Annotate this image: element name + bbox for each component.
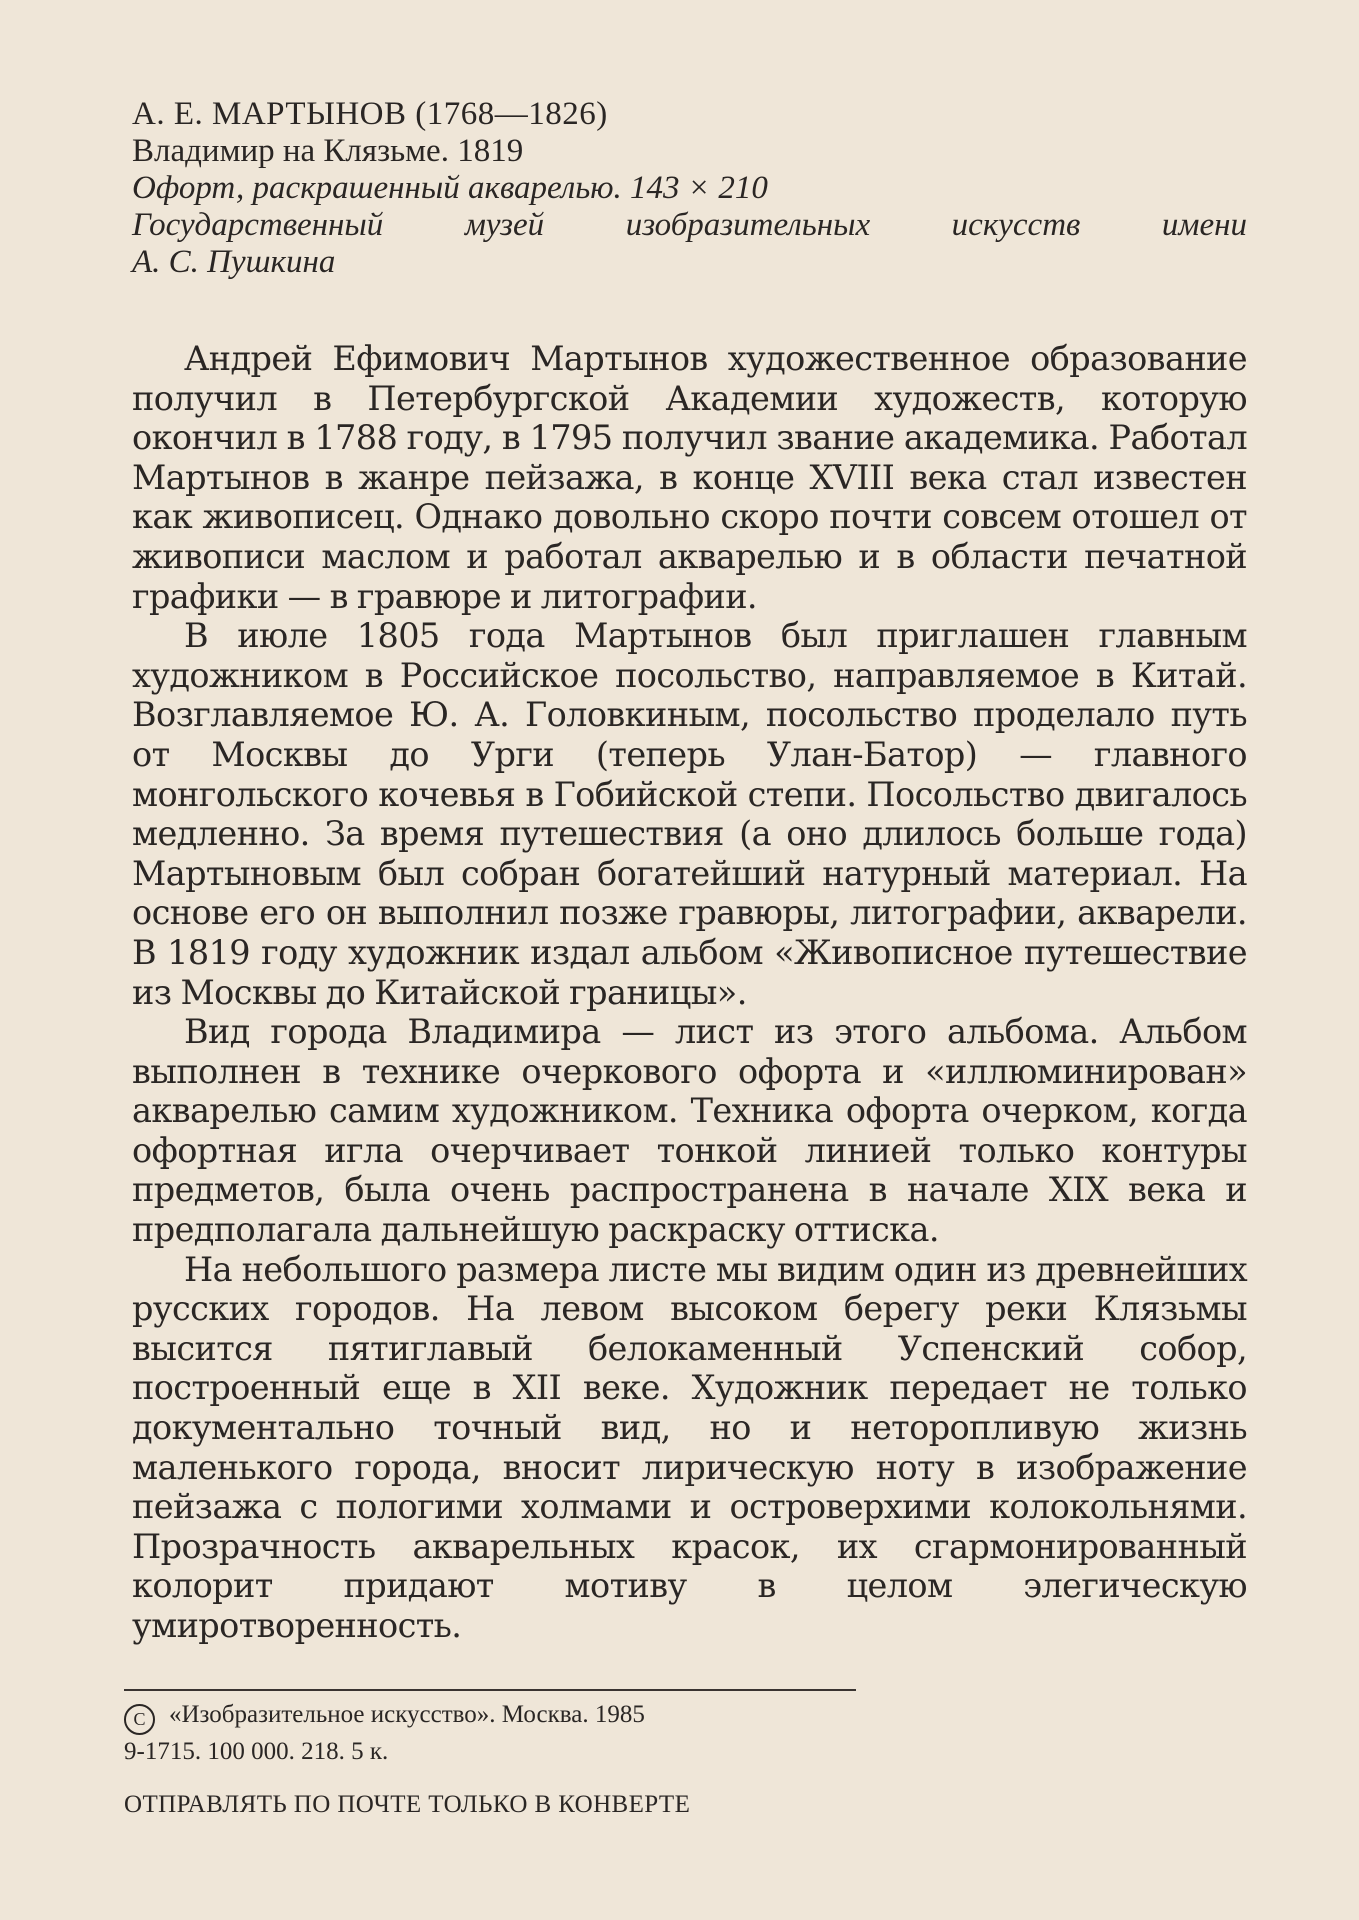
description-text <box>132 339 1247 1646</box>
artwork-title: Владимир на Клязьме. 1819 <box>132 133 524 169</box>
divider-line <box>124 1689 856 1691</box>
publisher-name: «Изобразительное искусство». Москва. 1985 <box>169 1701 645 1728</box>
museum-name-line-2: А. С. Пушкина <box>132 244 336 280</box>
copyright-line <box>124 1698 645 1735</box>
paragraph-4: На небольшого размера листе мы видим один из древнейших русских городов. На левом высоком берегу реки Клязьмы высится пятиглавый белокаменный Успенский собор, построенный еще в XII веке. Художник передает не только документально точный вид, но и неторопливую жизнь маленького города, вносит лирическую ноту в изображение пейзажа с пологими холмами и островерхими колокольнями. Прозрачность акварельных красок, их сгармонированный колорит придают мотиву в целом элегическую умиротворенность. <box>132 1249 1247 1645</box>
paragraph-1: Андрей Ефимович Мартынов художественное образование получил в Петербургской Академии художеств, которую окончил в 1788 году, в 1795 получил звание академика. Работал Мартынов в жанре пейзажа, в конце XVIII века стал известен как живописец. Однако довольно скоро почти совсем отошел от живописи маслом и работал акварелью и в области печатной графики — в гравюре и литографии. <box>132 339 1247 616</box>
mailing-notice: ОТПРАВЛЯТЬ ПО ПОЧТЕ ТОЛЬКО В КОНВЕРТЕ <box>124 1791 691 1818</box>
copyright-icon: C <box>124 1704 155 1735</box>
paragraph-2: В июле 1805 года Мартынов был приглашен главным художником в Российское посольство, направляемое в Китай. Возглавляемое Ю. А. Головкиным, посольство проделало путь от Москвы до Урги (теперь Улан-Батор) — главного монгольского кочевья в Гобийской степи. Посольство двигалось медленно. За время путешествия (а оно длилось больше года) Мартыновым был собран богатейший натурный материал. На основе его он выполнил позже гравюры, литографии, акварели. В 1819 году художник издал альбом «Живописное путешествие из Москвы до Китайской границы». <box>132 616 1247 1012</box>
artist-name: А. Е. МАРТЫНОВ (1768—1826) <box>132 96 608 132</box>
paragraph-3: Вид города Владимира — лист из этого альбома. Альбом выполнен в технике очеркового офорта и «иллюминирован» акварелью самим художником. Техника офорта очерком, когда офортная игла очерчивает тонкой линией только контуры предметов, была очень распространена в начале XIX века и предполагала дальнейшую раскраску оттиска. <box>132 1012 1247 1250</box>
museum-name-line-1: Государственный музей изобразительных искусств имени <box>132 207 1247 243</box>
print-info: 9-1715. 100 000. 218. 5 к. <box>124 1738 389 1765</box>
artwork-technique: Офорт, раскрашенный акварелью. 143 × 210 <box>132 170 768 206</box>
publisher-info <box>124 1698 645 1768</box>
artwork-caption <box>132 96 1247 281</box>
